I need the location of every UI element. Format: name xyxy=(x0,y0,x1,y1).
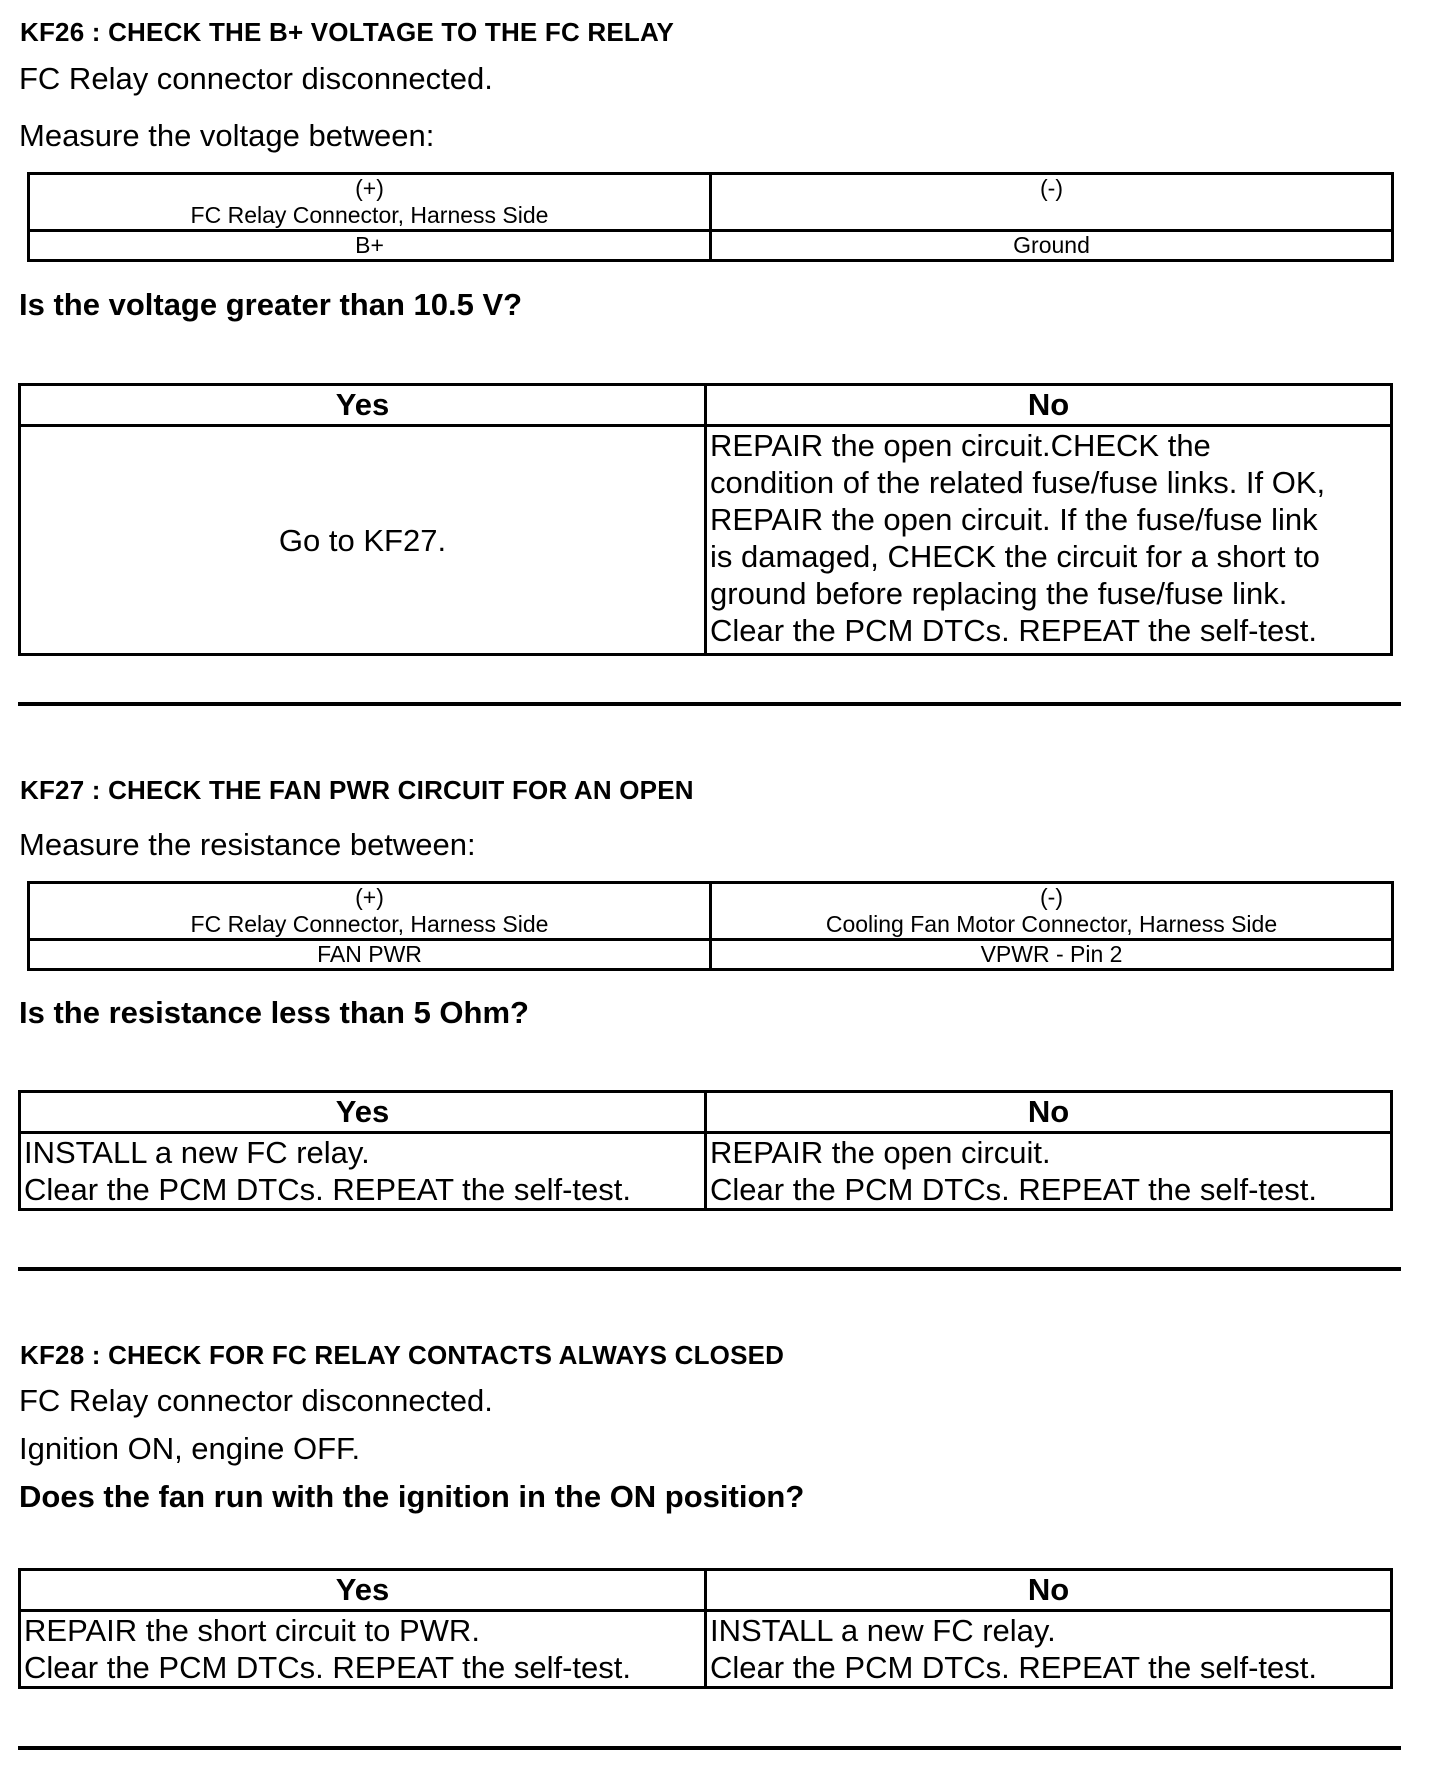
negative-lead-header xyxy=(711,174,1393,231)
step-kf26-question: Is the voltage greater than 10.5 V? xyxy=(19,287,523,322)
step-kf28-title: KF28 : CHECK FOR FC RELAY CONTACTS ALWAYS CLOSED xyxy=(20,1340,785,1370)
negative-point: VPWR - Pin 2 xyxy=(711,940,1393,970)
step-kf28-question: Does the fan run with the ignition in the ON position? xyxy=(19,1479,805,1514)
measure-value-row xyxy=(29,231,1393,261)
yes-action-line: Clear the PCM DTCs. REPEAT the self-test. xyxy=(24,1650,631,1685)
yes-header: Yes xyxy=(20,1092,706,1133)
step-kf27-measure-table xyxy=(27,881,1394,971)
no-action-line: REPAIR the open circuit. If the fuse/fuse link xyxy=(710,502,1318,537)
step-kf26-title: KF26 : CHECK THE B+ VOLTAGE TO THE FC RELAY xyxy=(20,17,675,47)
step-kf26-answer-table xyxy=(18,383,1393,656)
yes-action-line: REPAIR the short circuit to PWR. xyxy=(24,1613,480,1648)
yes-header: Yes xyxy=(20,385,706,426)
positive-location: FC Relay Connector, Harness Side xyxy=(190,202,549,228)
answer-body-row xyxy=(20,1133,1392,1210)
no-action-line: is damaged, CHECK the circuit for a short to xyxy=(710,539,1320,574)
no-action xyxy=(706,426,1392,655)
negative-polarity: (-) xyxy=(1040,175,1063,201)
positive-point: B+ xyxy=(29,231,711,261)
yes-header: Yes xyxy=(20,1570,706,1611)
yes-action xyxy=(20,1133,706,1210)
step-kf26-measure-table xyxy=(27,172,1394,262)
positive-polarity: (+) xyxy=(355,884,384,910)
no-action-line: REPAIR the open circuit. xyxy=(710,1135,1051,1170)
step-kf27-title: KF27 : CHECK THE FAN PWR CIRCUIT FOR AN OPEN xyxy=(20,775,694,805)
no-action-line: condition of the related fuse/fuse links. If OK, xyxy=(710,465,1326,500)
step-kf28-line-1: FC Relay connector disconnected. xyxy=(19,1383,493,1418)
yes-action-line: Go to KF27. xyxy=(278,522,447,558)
step-kf27-question: Is the resistance less than 5 Ohm? xyxy=(19,995,529,1030)
step-kf26-line-1: FC Relay connector disconnected. xyxy=(19,61,493,96)
positive-lead-header xyxy=(29,883,711,940)
measure-header-row xyxy=(29,174,1393,231)
section-divider xyxy=(18,702,1401,706)
step-kf27-answer-table xyxy=(18,1090,1393,1211)
no-header: No xyxy=(706,1570,1392,1611)
positive-polarity: (+) xyxy=(355,175,384,201)
positive-lead-header xyxy=(29,174,711,231)
answer-header-row xyxy=(20,1570,1392,1611)
negative-lead-header xyxy=(711,883,1393,940)
yes-action-line: INSTALL a new FC relay. xyxy=(24,1135,370,1170)
no-action-line: Clear the PCM DTCs. REPEAT the self-test. xyxy=(710,1172,1317,1207)
no-header: No xyxy=(706,1092,1392,1133)
yes-action xyxy=(20,426,706,655)
answer-header-row xyxy=(20,1092,1392,1133)
yes-action xyxy=(20,1611,706,1688)
step-kf26-line-2: Measure the voltage between: xyxy=(19,118,435,153)
no-action-line: REPAIR the open circuit.CHECK the xyxy=(710,428,1211,463)
answer-body-row xyxy=(20,1611,1392,1688)
answer-body-row xyxy=(20,426,1392,655)
negative-location: Cooling Fan Motor Connector, Harness Side xyxy=(825,911,1278,937)
no-action xyxy=(706,1611,1392,1688)
measure-header-row xyxy=(29,883,1393,940)
positive-point: FAN PWR xyxy=(29,940,711,970)
positive-location: FC Relay Connector, Harness Side xyxy=(190,911,549,937)
no-action-line: INSTALL a new FC relay. xyxy=(710,1613,1056,1648)
negative-point: Ground xyxy=(711,231,1393,261)
step-kf28-line-2: Ignition ON, engine OFF. xyxy=(19,1431,361,1466)
negative-polarity: (-) xyxy=(1040,884,1063,910)
no-action-line: Clear the PCM DTCs. REPEAT the self-test. xyxy=(710,1650,1317,1685)
section-divider xyxy=(18,1267,1401,1271)
no-header: No xyxy=(706,385,1392,426)
no-action xyxy=(706,1133,1392,1210)
no-action-line: ground before replacing the fuse/fuse link. xyxy=(710,576,1288,611)
section-divider xyxy=(18,1746,1401,1750)
step-kf28-answer-table xyxy=(18,1568,1393,1689)
answer-header-row xyxy=(20,385,1392,426)
no-action-line: Clear the PCM DTCs. REPEAT the self-test. xyxy=(710,613,1317,648)
step-kf27-line-1: Measure the resistance between: xyxy=(19,827,476,862)
measure-value-row xyxy=(29,940,1393,970)
yes-action-line: Clear the PCM DTCs. REPEAT the self-test. xyxy=(24,1172,631,1207)
